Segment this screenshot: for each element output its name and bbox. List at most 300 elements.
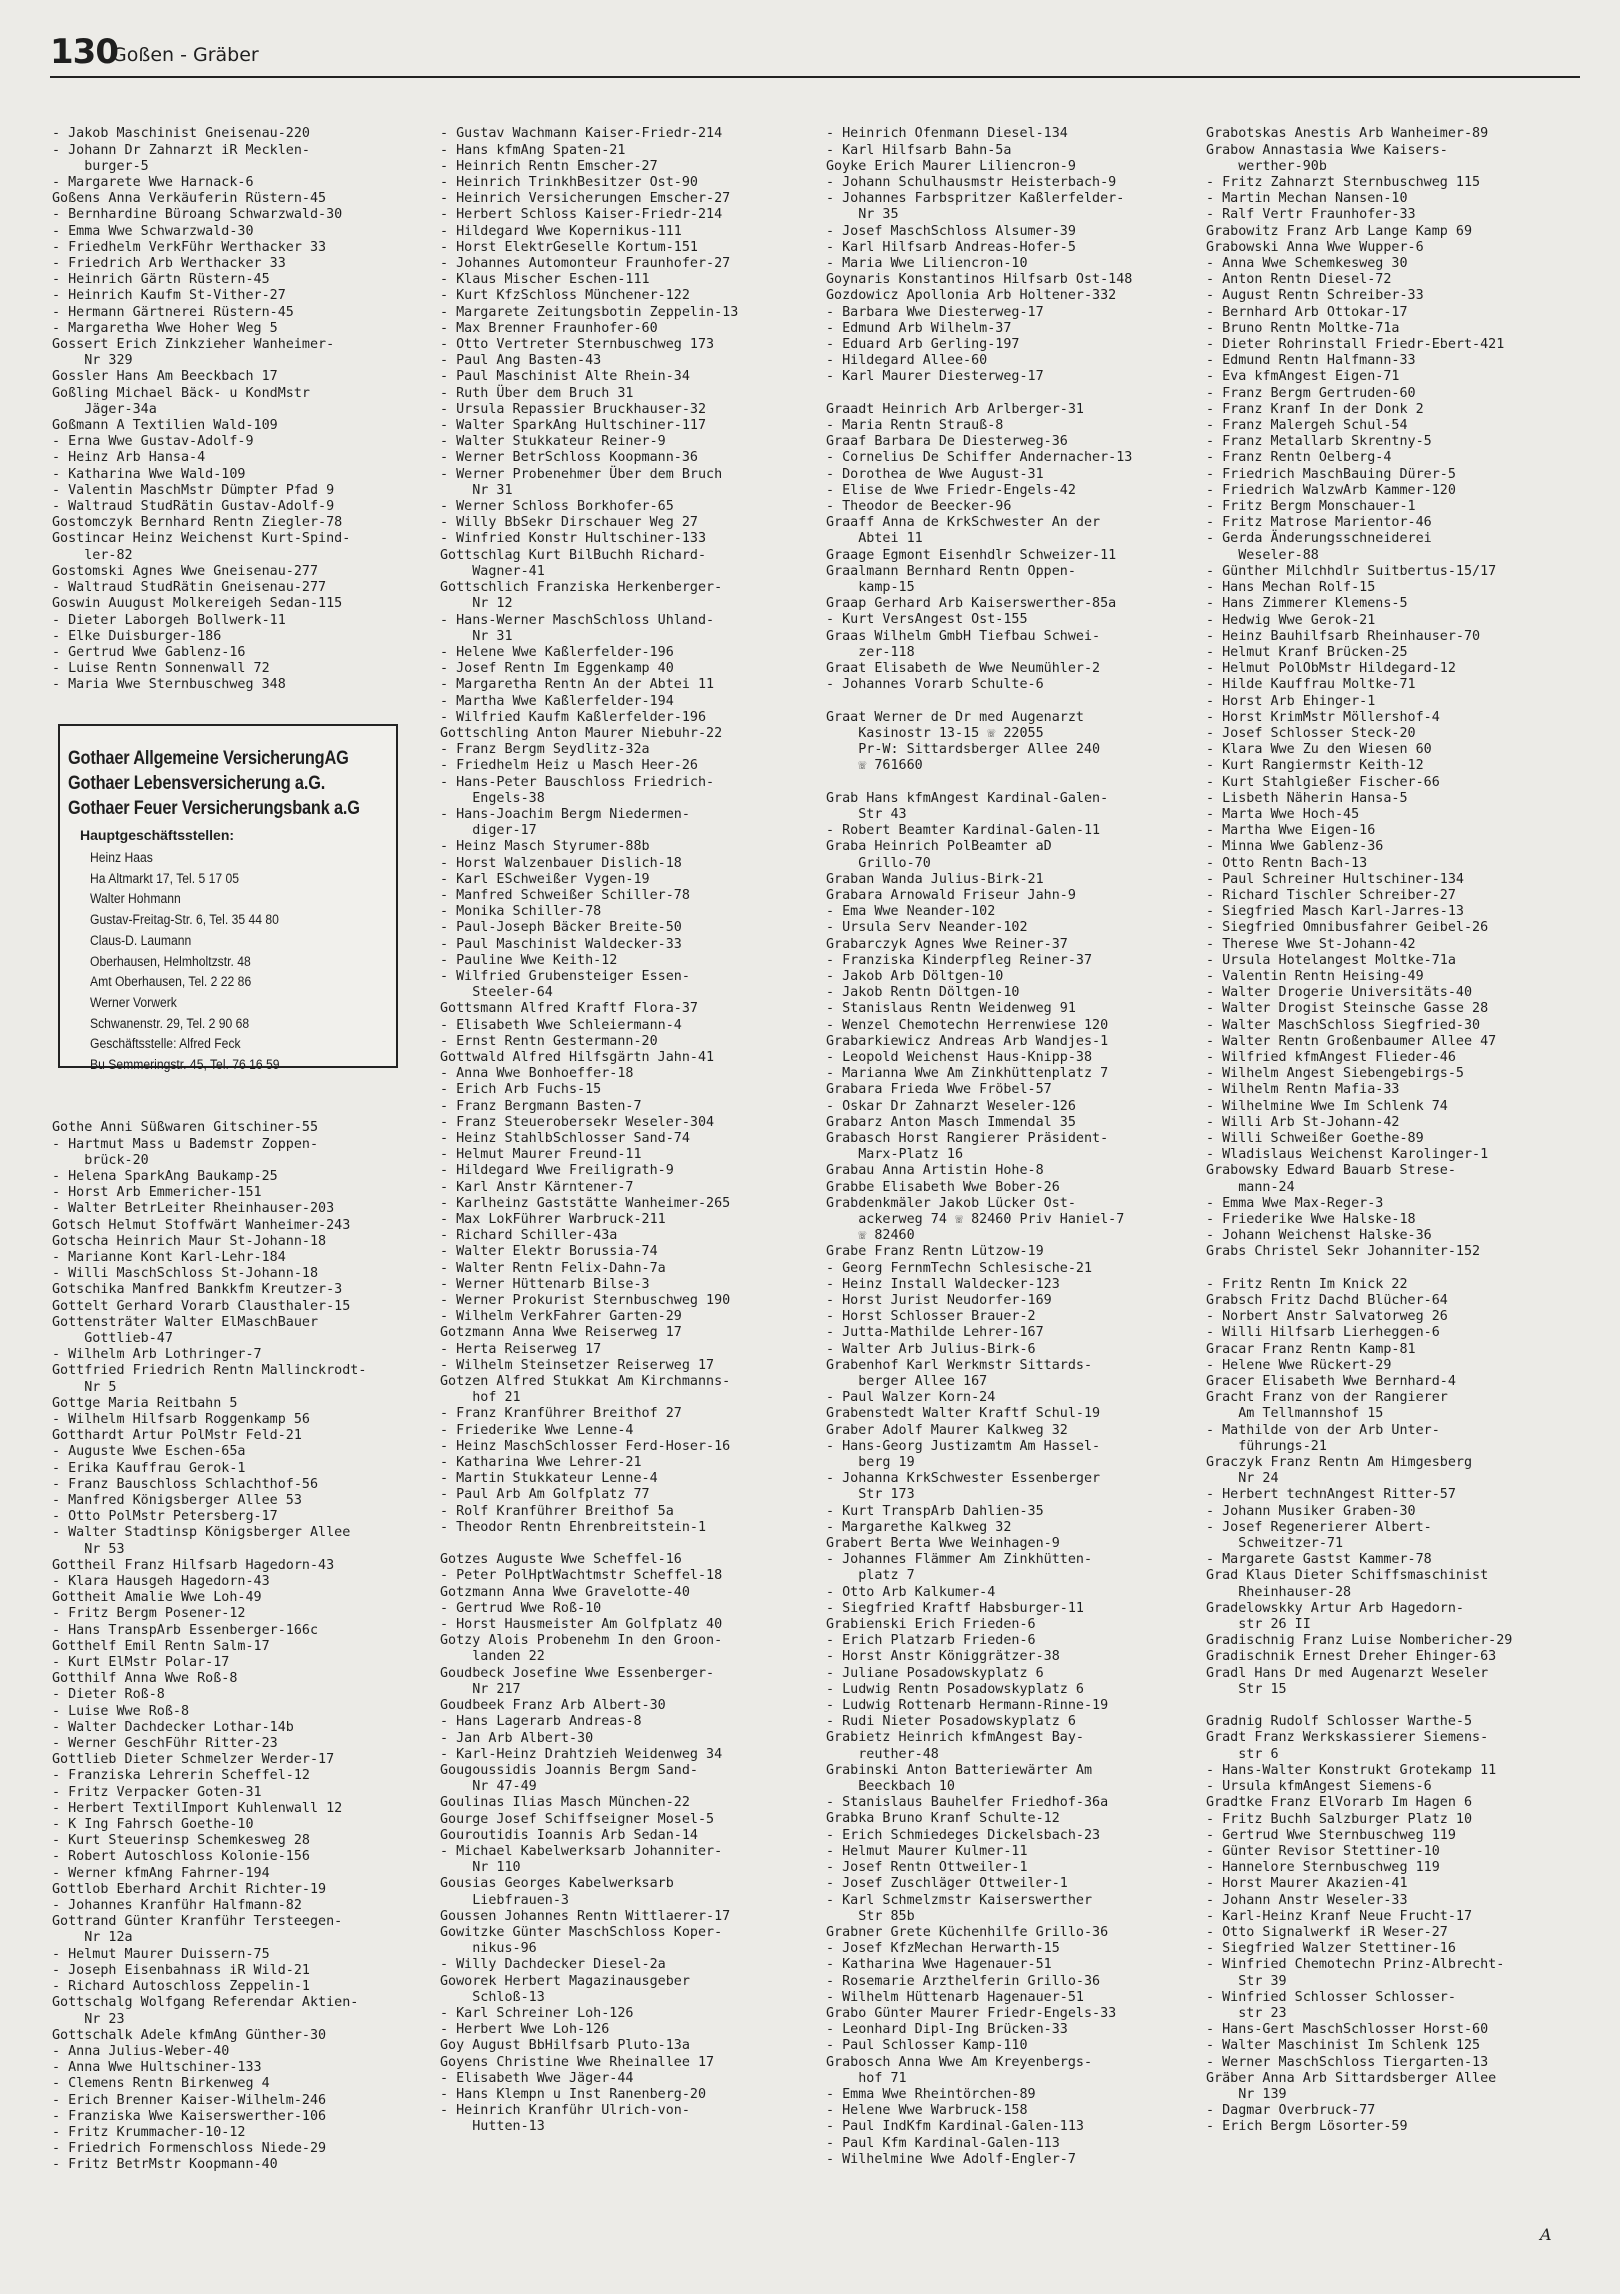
directory-entry: Gotzmann Anna Wwe Gravelotte-40 bbox=[440, 1584, 690, 1600]
directory-entry: - Siegfried Kraftf Habsburger-11 bbox=[826, 1600, 1084, 1616]
directory-entry: Gossert Erich Zinkzieher Wanheimer- bbox=[52, 337, 335, 353]
directory-entry: Nr 31 bbox=[440, 628, 513, 644]
directory-entry: - Kurt Rangiermstr Keith-12 bbox=[1206, 758, 1424, 774]
directory-entry: Goynaris Konstantinos Hilfsarb Ost-148 bbox=[826, 272, 1133, 288]
directory-entry: Grabsch Fritz Dachd Blücher-64 bbox=[1206, 1293, 1448, 1309]
directory-entry: - Heinrich Rentn Emscher-27 bbox=[440, 158, 658, 174]
directory-entry: - Eduard Arb Gerling-197 bbox=[826, 337, 1020, 353]
directory-entry: diger-17 bbox=[440, 823, 537, 839]
ad-title-3: Gothaer Feuer Versicherungsbank a.G bbox=[68, 798, 360, 819]
directory-entry: - Joseph Eisenbahnass iR Wild-21 bbox=[52, 1962, 310, 1978]
directory-entry: - Edmund Rentn Halfmann-33 bbox=[1206, 353, 1416, 369]
directory-entry: - Klara Hausgeh Hagedorn-43 bbox=[52, 1574, 270, 1590]
directory-entry: Gradtke Franz ElVorarb Im Hagen 6 bbox=[1206, 1795, 1473, 1811]
directory-entry: - Johannes Vorarb Schulte-6 bbox=[826, 677, 1044, 693]
directory-entry: - Wilfried kfmAngest Flieder-46 bbox=[1206, 1049, 1456, 1065]
directory-entry: - Emma Wwe Rheintörchen-89 bbox=[826, 2086, 1036, 2102]
directory-entry: Nr 12a bbox=[52, 1930, 133, 1946]
directory-entry: Grabara Arnowald Friseur Jahn-9 bbox=[826, 887, 1076, 903]
directory-entry: - Franz Metallarb Skrentny-5 bbox=[1206, 434, 1432, 450]
directory-entry: Gowitzke Günter MaschSchloss Koper- bbox=[440, 1924, 723, 1940]
directory-entry: Gradischnig Franz Luise Nombericher-29 bbox=[1206, 1633, 1513, 1649]
directory-entry: - Lisbeth Näherin Hansa-5 bbox=[1206, 790, 1408, 806]
running-head: Goßen - Gräber bbox=[112, 44, 259, 66]
directory-entry: - Winfried Schlosser Schlosser- bbox=[1206, 1989, 1456, 2005]
directory-entry: - Ernst Rentn Gestermann-20 bbox=[440, 1033, 658, 1049]
ad-contact-lines bbox=[90, 848, 280, 1076]
directory-entry: - Werner MaschSchloss Tiergarten-13 bbox=[1206, 2054, 1489, 2070]
directory-entry: - Willi MaschSchloss St-Johann-18 bbox=[52, 1266, 319, 1282]
directory-entry: - Edmund Arb Wilhelm-37 bbox=[826, 320, 1012, 336]
directory-entry: - Walter Rentn Großenbaumer Allee 47 bbox=[1206, 1033, 1497, 1049]
directory-entry: Gozdowicz Apollonia Arb Holtener-332 bbox=[826, 288, 1117, 304]
directory-entry: - Anna Wwe Schemkesweg 30 bbox=[1206, 256, 1408, 272]
page-number: 130 bbox=[50, 32, 118, 72]
directory-entry: - Walter Drogerie Universitäts-40 bbox=[1206, 985, 1473, 1001]
entry-gap bbox=[1206, 1261, 1561, 1277]
directory-entry: - Josef Zuschläger Ottweiler-1 bbox=[826, 1876, 1068, 1892]
directory-entry: Nr 53 bbox=[52, 1541, 125, 1557]
directory-entry: - Friedrich WalzwArb Kammer-120 bbox=[1206, 482, 1456, 498]
directory-entry: Goworek Herbert Magazinausgeber bbox=[440, 1973, 690, 1989]
directory-entry: - Hannelore Sternbuschweg 119 bbox=[1206, 1860, 1440, 1876]
directory-entry: - Wilhelm Rentn Mafia-33 bbox=[1206, 1082, 1400, 1098]
directory-entry: Goudbeek Franz Arb Albert-30 bbox=[440, 1698, 666, 1714]
directory-entry: - Hans-Georg Justizamtm Am Hassel- bbox=[826, 1438, 1101, 1454]
directory-entry: Grabinski Anton Batteriewärter Am bbox=[826, 1762, 1093, 1778]
directory-entry: - Franziska Kinderpfleg Reiner-37 bbox=[826, 952, 1093, 968]
directory-entry: - Ludwig Rentn Posadowskyplatz 6 bbox=[826, 1681, 1084, 1697]
directory-entry: Goswin Auugust Molkereigeh Sedan-115 bbox=[52, 596, 343, 612]
directory-entry: Beeckbach 10 bbox=[826, 1779, 955, 1795]
directory-entry: Str 15 bbox=[1206, 1681, 1287, 1697]
directory-entry: - Willy Dachdecker Diesel-2a bbox=[440, 1957, 666, 1973]
directory-entry: - Manfred Königsberger Allee 53 bbox=[52, 1493, 302, 1508]
directory-entry: - Karl Schreiner Loh-126 bbox=[440, 2005, 634, 2021]
directory-entry: - Werner Probenehmer Über dem Bruch bbox=[440, 466, 723, 482]
directory-entry: Pr-W: Sittardsberger Allee 240 bbox=[826, 742, 1101, 758]
directory-entry: berg 19 bbox=[826, 1455, 915, 1471]
directory-entry: - Hans-Walter Konstrukt Grotekamp 11 bbox=[1206, 1762, 1497, 1778]
directory-entry: reuther-48 bbox=[826, 1746, 939, 1762]
directory-entry: - Mathilde von der Arb Unter- bbox=[1206, 1422, 1440, 1438]
directory-entry: - Horst Jurist Neudorfer-169 bbox=[826, 1292, 1052, 1308]
directory-entry: Nr 35 bbox=[826, 207, 899, 223]
directory-entry: Gottge Maria Reitbahn 5 bbox=[52, 1395, 238, 1411]
directory-entry: - Richard Schiller-43a bbox=[440, 1228, 618, 1244]
directory-entry: Goßmann A Textilien Wald-109 bbox=[52, 418, 278, 434]
directory-entry: - Johannes Farbspritzer Kaßlerfelder- bbox=[826, 191, 1125, 207]
directory-entry: Hutten-13 bbox=[440, 2119, 545, 2135]
directory-entry: - Martin Mechan Nansen-10 bbox=[1206, 191, 1408, 207]
directory-entry: - Wilhelm Hüttenarb Hagenauer-51 bbox=[826, 1989, 1084, 2005]
directory-entry: - Werner kfmAng Fahrner-194 bbox=[52, 1865, 270, 1881]
directory-entry: führungs-21 bbox=[1206, 1438, 1327, 1454]
directory-entry: Grabs Christel Sekr Johanniter-152 bbox=[1206, 1244, 1481, 1260]
directory-entry: - Friedrich Arb Werthacker 33 bbox=[52, 256, 286, 272]
directory-entry: Gotschika Manfred Bankkfm Kreutzer-3 bbox=[52, 1282, 343, 1298]
directory-entry: - Josef MaschSchloss Alsumer-39 bbox=[826, 223, 1076, 239]
directory-entry: Engels-38 bbox=[440, 790, 545, 806]
directory-entry: - Wilhelmine Wwe Adolf-Engler-7 bbox=[826, 2151, 1076, 2167]
directory-entry: Gossler Hans Am Beeckbach 17 bbox=[52, 369, 278, 385]
directory-entry: - Herta Reiserweg 17 bbox=[440, 1341, 602, 1357]
directory-entry: - Maria Rentn Strauß-8 bbox=[826, 418, 1004, 434]
directory-entry: - Clemens Rentn Birkenweg 4 bbox=[52, 2076, 270, 2092]
directory-entry: - Wilhelm Steinsetzer Reiserweg 17 bbox=[440, 1357, 715, 1373]
directory-entry: - Bernhardine Büroang Schwarzwald-30 bbox=[52, 207, 343, 223]
directory-entry: - Hedwig Wwe Gerok-21 bbox=[1206, 612, 1376, 628]
directory-entry: - Winfried Konstr Hultschiner-133 bbox=[440, 531, 707, 547]
directory-entry: brück-20 bbox=[52, 1152, 149, 1168]
directory-entry: str 26 II bbox=[1206, 1617, 1311, 1633]
directory-entry: - Johannes Kranführ Halfmann-82 bbox=[52, 1898, 302, 1914]
directory-entry: - Paul Maschinist Alte Rhein-34 bbox=[440, 369, 690, 385]
directory-entry: ☏ 761660 bbox=[826, 758, 923, 774]
directory-entry: - Margaretha Wwe Hoher Weg 5 bbox=[52, 320, 278, 336]
directory-entry: - Josef Rentn Im Eggenkamp 40 bbox=[440, 661, 674, 677]
directory-entry: - Siegfried Masch Karl-Jarres-13 bbox=[1206, 904, 1464, 920]
directory-entry: Marx-Platz 16 bbox=[826, 1147, 964, 1163]
directory-entry: - Karl ESchweißer Vygen-19 bbox=[440, 871, 650, 887]
directory-entry: - Margarete Gastst Kammer-78 bbox=[1206, 1552, 1432, 1568]
directory-entry: - Johann Weichenst Halske-36 bbox=[1206, 1228, 1432, 1244]
directory-entry: - Heinrich TrinkhBesitzer Ost-90 bbox=[440, 175, 698, 191]
directory-entry: - Otto Arb Kalkumer-4 bbox=[826, 1584, 996, 1600]
directory-entry: - Helmut Maurer Kulmer-11 bbox=[826, 1843, 1028, 1859]
directory-entry: - Erich Brenner Kaiser-Wilhelm-246 bbox=[52, 2092, 327, 2108]
directory-entry: Gottsmann Alfred Kraftf Flora-37 bbox=[440, 1001, 698, 1017]
directory-entry: - Kurt VersAngest Ost-155 bbox=[826, 612, 1028, 628]
directory-entry: Steeler-64 bbox=[440, 985, 553, 1001]
directory-entry: - Fritz Bergm Posener-12 bbox=[52, 1606, 246, 1622]
directory-entry: Goyens Christine Wwe Rheinallee 17 bbox=[440, 2054, 715, 2070]
directory-entry: - Robert Autoschloss Kolonie-156 bbox=[52, 1849, 310, 1865]
directory-entry: - Anton Rentn Diesel-72 bbox=[1206, 272, 1392, 288]
directory-entry: Graaff Anna de KrkSchwester An der bbox=[826, 515, 1101, 531]
entry-gap bbox=[826, 386, 1181, 402]
directory-entry: - Horst Arb Ehinger-1 bbox=[1206, 693, 1376, 709]
directory-entry: Weseler-88 bbox=[1206, 547, 1319, 563]
column-4 bbox=[1206, 94, 1561, 2284]
directory-entry: - Maria Wwe Liliencron-10 bbox=[826, 256, 1028, 272]
directory-entry: - Karl Anstr Kärntener-7 bbox=[440, 1179, 634, 1195]
directory-entry: Kasinostr 13-15 ☏ 22055 bbox=[826, 725, 1044, 741]
directory-entry: Gottrand Günter Kranführ Tersteegen- bbox=[52, 1914, 343, 1930]
column-1-top-entries bbox=[52, 126, 407, 693]
directory-entry: Grabow Annastasia Wwe Kaisers- bbox=[1206, 142, 1448, 158]
directory-entry: Gracar Franz Rentn Kamp-81 bbox=[1206, 1341, 1416, 1357]
directory-entry: Gradl Hans Dr med Augenarzt Weseler bbox=[1206, 1665, 1489, 1681]
directory-entry: - Heinz Bauhilfsarb Rheinhauser-70 bbox=[1206, 628, 1481, 644]
directory-entry: - Juliane Posadowskyplatz 6 bbox=[826, 1665, 1044, 1681]
directory-entry: - Johann Dr Zahnarzt iR Mecklen- bbox=[52, 142, 310, 158]
directory-entry: - Hans-Werner MaschSchloss Uhland- bbox=[440, 612, 715, 628]
directory-entry: - Robert Beamter Kardinal-Galen-11 bbox=[826, 823, 1101, 839]
directory-entry: Grabarczyk Agnes Wwe Reiner-37 bbox=[826, 936, 1068, 952]
directory-entry: - Herbert technAngest Ritter-57 bbox=[1206, 1487, 1456, 1503]
directory-entry: - Josef KfzMechan Herwarth-15 bbox=[826, 1941, 1060, 1957]
directory-entry: Gotzen Alfred Stukkat Am Kirchmanns- bbox=[440, 1374, 731, 1390]
directory-entry: - Leopold Weichenst Haus-Knipp-38 bbox=[826, 1049, 1093, 1065]
directory-entry: Graber Adolf Maurer Kalkweg 32 bbox=[826, 1422, 1068, 1438]
directory-entry: - Hermann Gärtnerei Rüstern-45 bbox=[52, 304, 294, 320]
directory-entry: berger Allee 167 bbox=[826, 1374, 988, 1389]
directory-entry: - Willi Schweißer Goethe-89 bbox=[1206, 1131, 1424, 1146]
directory-entry: - Erich Platzarb Frieden-6 bbox=[826, 1633, 1036, 1649]
directory-entry: Graczyk Franz Rentn Am Himgesberg bbox=[1206, 1455, 1473, 1471]
directory-entry: - Helene Wwe Rückert-29 bbox=[1206, 1357, 1392, 1373]
directory-entry: - Paul IndKfm Kardinal-Galen-113 bbox=[826, 2119, 1084, 2135]
directory-entry: - Franz Kranf In der Donk 2 bbox=[1206, 401, 1424, 417]
directory-entry: - Horst Walzenbauer Dislich-18 bbox=[440, 855, 682, 871]
directory-entry: - Kurt TranspArb Dahlien-35 bbox=[826, 1503, 1044, 1519]
directory-entry: Nr 12 bbox=[440, 596, 513, 612]
directory-entry: werther-90b bbox=[1206, 158, 1327, 174]
directory-entry: Gourge Josef Schiffseigner Mosel-5 bbox=[440, 1811, 715, 1827]
directory-entry: Grabarkiewicz Andreas Arb Wandjes-1 bbox=[826, 1033, 1109, 1049]
directory-entry: - Horst Schlosser Brauer-2 bbox=[826, 1309, 1036, 1325]
entry-gap bbox=[1206, 1698, 1561, 1714]
directory-entry: - Elke Duisburger-186 bbox=[52, 628, 222, 644]
directory-entry: - Georg FernmTechn Schlesische-21 bbox=[826, 1260, 1093, 1276]
directory-entry: - Peter PolHptWachtmstr Scheffel-18 bbox=[440, 1568, 723, 1584]
directory-entry: Gottschalg Wolfgang Referendar Aktien- bbox=[52, 1995, 359, 2011]
directory-entry: - Günther Milchhdlr Suitbertus-15/17 bbox=[1206, 563, 1497, 579]
directory-entry: - Jakob Maschinist Gneisenau-220 bbox=[52, 126, 310, 142]
directory-entry: - Dorothea de Wwe August-31 bbox=[826, 466, 1044, 482]
directory-entry: - Manfred Schweißer Schiller-78 bbox=[440, 887, 690, 903]
directory-entry: - Martha Wwe Eigen-16 bbox=[1206, 823, 1376, 839]
directory-entry: - Pauline Wwe Keith-12 bbox=[440, 952, 618, 968]
directory-entry: - Hans Mechan Rolf-15 bbox=[1206, 580, 1376, 596]
directory-entry: Amt Oberhausen, Tel. 2 22 86 bbox=[90, 974, 252, 990]
directory-entry: Wagner-41 bbox=[440, 563, 545, 579]
directory-entry: Schloß-13 bbox=[440, 1989, 545, 2005]
directory-entry: - Theodor de Beecker-96 bbox=[826, 499, 1012, 515]
directory-entry: - Wilhelm VerkFahrer Garten-29 bbox=[440, 1309, 682, 1325]
directory-entry: landen 22 bbox=[440, 1649, 545, 1665]
directory-entry: Nr 139 bbox=[1206, 2086, 1287, 2102]
directory-entry: - Ursula Repassier Bruckhauser-32 bbox=[440, 401, 707, 417]
directory-entry: - Margaretha Rentn An der Abtei 11 bbox=[440, 677, 715, 693]
entry-gap bbox=[826, 694, 1181, 710]
directory-entry: - Max LokFührer Warbruck-211 bbox=[440, 1212, 666, 1228]
directory-entry: - Walter Maschinist Im Schlenk 125 bbox=[1206, 2038, 1481, 2054]
directory-entry: - Emma Wwe Max-Reger-3 bbox=[1206, 1195, 1384, 1211]
directory-entry: Grabienski Erich Frieden-6 bbox=[826, 1617, 1036, 1633]
directory-entry: Graalmann Bernhard Rentn Oppen- bbox=[826, 563, 1076, 579]
directory-entry: - Anna Julius-Weber-40 bbox=[52, 2043, 230, 2059]
directory-entry: - Minna Wwe Gablenz-36 bbox=[1206, 839, 1384, 855]
directory-entry: - Siegfried Omnibusfahrer Geibel-26 bbox=[1206, 920, 1489, 936]
directory-entry: Claus-D. Laumann bbox=[90, 932, 192, 948]
column-3 bbox=[826, 94, 1181, 2284]
directory-entry: Nr 24 bbox=[1206, 1471, 1279, 1487]
directory-entry: Goyke Erich Maurer Liliencron-9 bbox=[826, 158, 1076, 174]
directory-entry: - Fritz Bergm Monschauer-1 bbox=[1206, 499, 1416, 515]
directory-entry: - Franz Steuerobersekr Weseler-304 bbox=[440, 1114, 715, 1130]
directory-entry: hof 71 bbox=[826, 2070, 907, 2086]
directory-entry: - Erich Arb Fuchs-15 bbox=[440, 1082, 602, 1098]
directory-entry: - Luise Rentn Sonnenwall 72 bbox=[52, 661, 270, 677]
directory-entry: - Auguste Wwe Eschen-65a bbox=[52, 1444, 246, 1460]
directory-entry: Nr 23 bbox=[52, 2011, 125, 2027]
directory-entry: - Horst ElektrGeselle Kortum-151 bbox=[440, 239, 698, 255]
directory-entry: - Otto Vertreter Sternbuschweg 173 bbox=[440, 337, 715, 353]
directory-entry: Gottlob Eberhard Archit Richter-19 bbox=[52, 1881, 327, 1897]
directory-entry: - Walter MaschSchloss Siegfried-30 bbox=[1206, 1017, 1481, 1033]
directory-entry: nikus-96 bbox=[440, 1941, 537, 1957]
directory-entry: Gothe Anni Süßwaren Gitschiner-55 bbox=[52, 1120, 319, 1136]
directory-entry: - Eva kfmAngest Eigen-71 bbox=[1206, 369, 1400, 385]
directory-entry: Gottfried Friedrich Rentn Mallinckrodt- bbox=[52, 1363, 367, 1379]
directory-entry: - Luise Wwe Roß-8 bbox=[52, 1703, 190, 1719]
directory-entry: Grabert Berta Wwe Weinhagen-9 bbox=[826, 1536, 1060, 1552]
entry-gap bbox=[440, 1536, 795, 1552]
directory-entry: - Hartmut Mass u Bademstr Zoppen- bbox=[52, 1136, 319, 1152]
directory-entry: Grabner Grete Küchenhilfe Grillo-36 bbox=[826, 1924, 1109, 1940]
directory-entry: - Maria Wwe Sternbuschweg 348 bbox=[52, 677, 286, 693]
directory-entry: - Paul Schreiner Hultschiner-134 bbox=[1206, 871, 1464, 887]
directory-entry: Gougoussidis Joannis Bergm Sand- bbox=[440, 1762, 698, 1778]
directory-entry: Grabe Franz Rentn Lützow-19 bbox=[826, 1244, 1044, 1260]
directory-entry: Graaf Barbara De Diesterweg-36 bbox=[826, 434, 1068, 450]
directory-entry: - Franz Kranführer Breithof 27 bbox=[440, 1406, 682, 1422]
directory-entry: - Karl Maurer Diesterweg-17 bbox=[826, 369, 1044, 385]
directory-entry: - Dieter Rohrinstall Friedr-Ebert-421 bbox=[1206, 337, 1505, 353]
directory-entry: Gradischnik Ernest Dreher Ehinger-63 bbox=[1206, 1649, 1497, 1665]
directory-entry: - Hans-Gert MaschSchlosser Horst-60 bbox=[1206, 2022, 1489, 2038]
directory-entry: - Fritz Matrose Marientor-46 bbox=[1206, 515, 1432, 531]
directory-entry: Nr 31 bbox=[440, 482, 513, 498]
directory-entry: - Paul-Joseph Bäcker Breite-50 bbox=[440, 920, 682, 936]
directory-entry: Goßens Anna Verkäuferin Rüstern-45 bbox=[52, 191, 327, 207]
directory-entry: str 23 bbox=[1206, 2005, 1287, 2021]
directory-entry: - Siegfried Walzer Stettiner-16 bbox=[1206, 1941, 1456, 1957]
gothaer-advertisement bbox=[58, 724, 398, 1073]
directory-entry: Gottelt Gerhard Vorarb Clausthaler-15 bbox=[52, 1298, 351, 1314]
directory-entry: - Margarete Zeitungsbotin Zeppelin-13 bbox=[440, 304, 739, 320]
directory-entry: - Jutta-Mathilde Lehrer-167 bbox=[826, 1325, 1044, 1341]
directory-entry: - Johannes Automonteur Fraunhofer-27 bbox=[440, 256, 731, 272]
directory-entry: - Rudi Nieter Posadowskyplatz 6 bbox=[826, 1714, 1076, 1730]
directory-entry: - Franz Rentn Oelberg-4 bbox=[1206, 450, 1392, 466]
directory-entry: - Hildegard Wwe Freiligrath-9 bbox=[440, 1163, 674, 1179]
directory-entry: Geschäftsstelle: Alfred Feck bbox=[90, 1036, 241, 1052]
directory-entry: Grillo-70 bbox=[826, 855, 931, 871]
directory-entry: - Karl Schmelzmstr Kaiserswerther bbox=[826, 1892, 1093, 1908]
directory-entry: - Friedhelm Heiz u Masch Heer-26 bbox=[440, 758, 698, 774]
directory-entry: - Franz Malergeh Schul-54 bbox=[1206, 418, 1408, 434]
directory-entry: Abtei 11 bbox=[826, 531, 923, 547]
directory-entry: - Horst Anstr Königgrätzer-38 bbox=[826, 1649, 1060, 1665]
directory-entry: - Hildegard Allee-60 bbox=[826, 353, 988, 369]
directory-entry: Gotthelf Emil Rentn Salm-17 bbox=[52, 1638, 270, 1654]
directory-entry: Nr 217 bbox=[440, 1681, 521, 1697]
directory-entry: - Franz Bergmann Basten-7 bbox=[440, 1098, 642, 1114]
directory-entry: - Heinz Masch Styrumer-88b bbox=[440, 839, 650, 855]
directory-entry: - Michael Kabelwerksarb Johanniter- bbox=[440, 1843, 723, 1859]
directory-entry: - Elise de Wwe Friedr-Engels-42 bbox=[826, 482, 1076, 498]
directory-entry: Rheinhauser-28 bbox=[1206, 1584, 1352, 1600]
directory-entry: - Ursula Serv Neander-102 bbox=[826, 920, 1028, 936]
directory-entry: Gottheit Amalie Wwe Loh-49 bbox=[52, 1590, 262, 1606]
directory-entry: Gotsch Helmut Stoffwärt Wanheimer-243 bbox=[52, 1217, 351, 1233]
directory-entry: - Wilhelm Arb Lothringer-7 bbox=[52, 1347, 262, 1363]
directory-entry: - Rosemarie Arzthelferin Grillo-36 bbox=[826, 1973, 1101, 1989]
directory-entry: - Kurt KfzSchloss Münchener-122 bbox=[440, 288, 690, 304]
directory-entry: - Wilhelm Hilfsarb Roggenkamp 56 bbox=[52, 1411, 310, 1427]
directory-entry: Gracht Franz von der Rangierer bbox=[1206, 1390, 1448, 1406]
directory-entry: Heinz Haas bbox=[90, 850, 153, 865]
directory-entry: - Hans-Joachim Bergm Niedermen- bbox=[440, 806, 690, 822]
directory-entry: - Bruno Rentn Moltke-71a bbox=[1206, 320, 1400, 336]
directory-entry: Jäger-34a bbox=[52, 401, 157, 417]
directory-entry: - Heinz MaschSchlosser Ferd-Hoser-16 bbox=[440, 1438, 731, 1454]
directory-entry: Goudbeck Josefine Wwe Essenberger- bbox=[440, 1665, 715, 1681]
directory-entry: Oberhausen, Helmholtzstr. 48 bbox=[90, 953, 251, 969]
directory-entry: - Waltraud StudRätin Gustav-Adolf-9 bbox=[52, 499, 335, 515]
directory-entry: - Richard Tischler Schreiber-27 bbox=[1206, 887, 1456, 903]
directory-entry: - Margarethe Kalkweg 32 bbox=[826, 1519, 1012, 1535]
directory-entry: - Helene Wwe Warbruck-158 bbox=[826, 2103, 1028, 2119]
directory-entry: - Heinrich Gärtn Rüstern-45 bbox=[52, 272, 270, 288]
directory-entry: - Josef Regenerierer Albert- bbox=[1206, 1519, 1432, 1535]
directory-entry: - Walter Dachdecker Lothar-14b bbox=[52, 1719, 294, 1735]
directory-entry: - Helmut Kranf Brücken-25 bbox=[1206, 644, 1408, 660]
directory-entry: - Stanislaus Bauhelfer Friedhof-36a bbox=[826, 1795, 1109, 1811]
directory-entry: - Klara Wwe Zu den Wiesen 60 bbox=[1206, 742, 1432, 758]
directory-entry: Gotzmann Anna Wwe Reiserweg 17 bbox=[440, 1325, 682, 1341]
directory-entry: - Gerda Änderungsschneiderei bbox=[1206, 531, 1432, 547]
directory-entry: Gräber Anna Arb Sittardsberger Allee bbox=[1206, 2070, 1497, 2086]
directory-entry: - Ralf Vertr Fraunhofer-33 bbox=[1206, 207, 1416, 223]
directory-entry: Gottschling Anton Maurer Niebuhr-22 bbox=[440, 725, 723, 741]
directory-entry: Graage Egmont Eisenhdlr Schweizer-11 bbox=[826, 547, 1117, 563]
directory-entry: mann-24 bbox=[1206, 1179, 1295, 1195]
directory-entry: - Willi Hilfsarb Lierheggen-6 bbox=[1206, 1325, 1440, 1341]
directory-entry: Graban Wanda Julius-Birk-21 bbox=[826, 871, 1044, 887]
directory-entry: - Josef Schlosser Steck-20 bbox=[1206, 725, 1416, 741]
directory-entry: - Valentin MaschMstr Dümpter Pfad 9 bbox=[52, 482, 335, 498]
directory-entry: - Otto Signalwerkf iR Weser-27 bbox=[1206, 1924, 1448, 1940]
directory-entry: Goßling Michael Bäck- u KondMstr bbox=[52, 385, 310, 401]
directory-entry: Graba Heinrich PolBeamter aD bbox=[826, 839, 1052, 855]
directory-entry: - Erich Bergm Lösorter-59 bbox=[1206, 2119, 1408, 2135]
directory-entry: Gottschalk Adele kfmAng Günther-30 bbox=[52, 2027, 327, 2043]
directory-entry: - Karl-Heinz Kranf Neue Frucht-17 bbox=[1206, 1908, 1473, 1924]
directory-entry: - Walter SparkAng Hultschiner-117 bbox=[440, 418, 707, 434]
directory-entry: Gottwald Alfred Hilfsgärtn Jahn-41 bbox=[440, 1049, 715, 1065]
directory-entry: - Erika Kauffrau Gerok-1 bbox=[52, 1460, 246, 1476]
directory-entry: Goussen Johannes Rentn Wittlaerer-17 bbox=[440, 1908, 731, 1924]
directory-entry: Gostomski Agnes Wwe Gneisenau-277 bbox=[52, 563, 319, 579]
directory-entry: Gustav-Freitag-Str. 6, Tel. 35 44 80 bbox=[90, 912, 279, 928]
directory-entry: - Hans Lagerarb Andreas-8 bbox=[440, 1714, 642, 1730]
directory-entry: - Willi Arb St-Johann-42 bbox=[1206, 1114, 1400, 1130]
directory-entry: Gottensträter Walter ElMaschBauer bbox=[52, 1314, 319, 1330]
directory-entry: ☏ 82460 bbox=[826, 1228, 915, 1244]
directory-entry: Grabowsky Edward Bauarb Strese- bbox=[1206, 1163, 1456, 1179]
directory-entry: - Katharina Wwe Wald-109 bbox=[52, 466, 246, 482]
directory-entry: - Gertrud Wwe Roß-10 bbox=[440, 1600, 602, 1616]
directory-entry: - Walter BetrLeiter Rheinhauser-203 bbox=[52, 1201, 335, 1217]
directory-entry: - Waltraud StudRätin Gneisenau-277 bbox=[52, 580, 327, 596]
directory-entry: - Gertrud Wwe Gablenz-16 bbox=[52, 644, 246, 660]
directory-entry: - K Ing Fahrsch Goethe-10 bbox=[52, 1817, 254, 1833]
ad-subtitle: Hauptgeschäftsstellen: bbox=[80, 827, 235, 843]
